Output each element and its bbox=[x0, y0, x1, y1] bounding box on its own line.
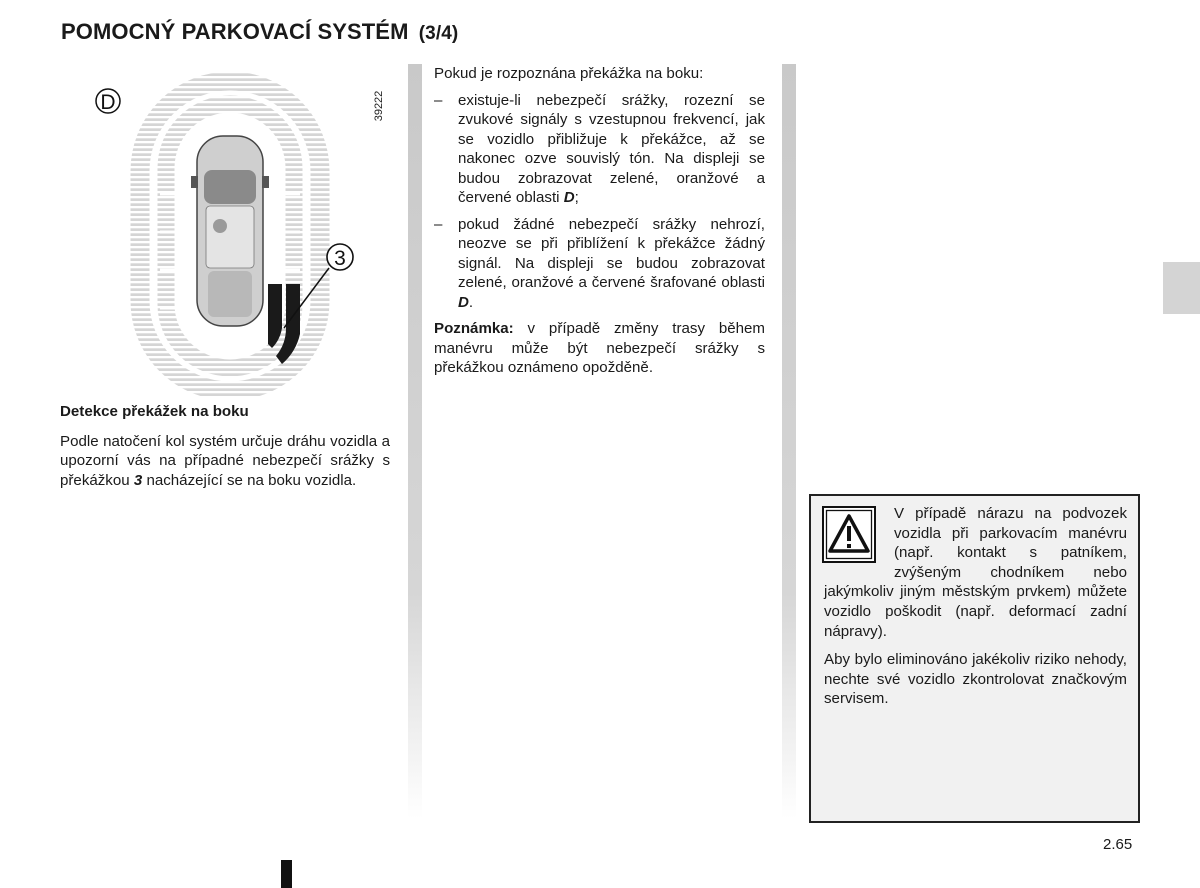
page-title-part: (3/4) bbox=[418, 23, 459, 44]
page-title bbox=[61, 19, 458, 45]
intro-text: Pokud je rozpoznána překážka na boku: bbox=[434, 65, 704, 82]
note-text: v případě změny trasy během manévru může být nebezpečí srážky s překážkou oznámeno opožděně. bbox=[434, 320, 765, 376]
dash-list bbox=[434, 91, 765, 313]
parking-sensor-diagram bbox=[60, 66, 390, 398]
column-divider-right bbox=[782, 64, 796, 819]
page-number: 2.65 bbox=[1103, 836, 1133, 853]
dash-marker: – bbox=[434, 91, 443, 109]
list-item-end: ; bbox=[574, 189, 579, 206]
parking-sensor-illustration bbox=[60, 66, 390, 398]
ref-d: D bbox=[458, 293, 469, 311]
warning-paragraph-2: Aby bylo eliminováno jakékoliv riziko nehody, nechte své vozidlo zkontrolovat značkovým servisem. bbox=[824, 651, 1127, 708]
page-title-main: POMOCNÝ PARKOVACÍ SYSTÉM bbox=[61, 19, 409, 44]
list-item-text: pokud žádné nebezpečí srážky nehrozí, neozve se při přiblížení k překážce žádný signál. Na displeji se budou zobrazovat zelené, oranžové a červené šrafované oblasti bbox=[458, 215, 765, 291]
warning-box bbox=[809, 494, 1140, 823]
dash-marker: – bbox=[434, 215, 443, 233]
section-paragraph bbox=[60, 432, 390, 491]
ref-d: D bbox=[563, 189, 575, 206]
note-paragraph bbox=[434, 319, 765, 378]
icon-spacer bbox=[824, 504, 894, 580]
label-d: D bbox=[100, 91, 116, 114]
section-heading: Detekce překážek na boku bbox=[60, 403, 249, 420]
warning-paragraph-1: V případě nárazu na podvozek vozidla při parkovacím manévru (např. kontakt s patníkem, zvýšeným chodníkem nebo jakýmkoliv jiným městským prvkem) můžete vozidlo poškodit (např. deformací zadní nápravy). bbox=[824, 505, 1127, 640]
list-item bbox=[434, 91, 765, 208]
note-label: Poznámka: bbox=[434, 320, 514, 337]
paragraph-part-1: Podle natočení kol systém určuje dráhu vozidla a upozorní vás na případné nebezpečí srážky s překážkou bbox=[60, 432, 390, 489]
chapter-side-tab bbox=[1163, 262, 1200, 314]
column-1-text bbox=[60, 402, 390, 490]
list-item-text: existuje-li nebezpečí srážky, rozezní se zvukové signály s vzestupnou frekvencí, jak se vozidlo přibližuje k překážce, až se nakonec ozve souvislý tón. Na displeji se budou zobrazovat zelené, oranžové a červené oblasti bbox=[458, 91, 765, 206]
list-item bbox=[434, 215, 765, 313]
callout-3-label: 3 bbox=[334, 247, 346, 270]
column-divider-left bbox=[408, 64, 422, 819]
figure-ref-code: 39222 bbox=[373, 90, 385, 122]
paragraph-part-2: nacházející se na boku vozidla. bbox=[142, 471, 357, 489]
warning-text bbox=[824, 504, 1127, 718]
car-top-view bbox=[191, 136, 269, 326]
column-2-text bbox=[434, 64, 765, 378]
list-item-end: . bbox=[468, 293, 474, 311]
paragraph-ref-3: 3 bbox=[133, 471, 143, 489]
footer-marker bbox=[281, 860, 292, 888]
